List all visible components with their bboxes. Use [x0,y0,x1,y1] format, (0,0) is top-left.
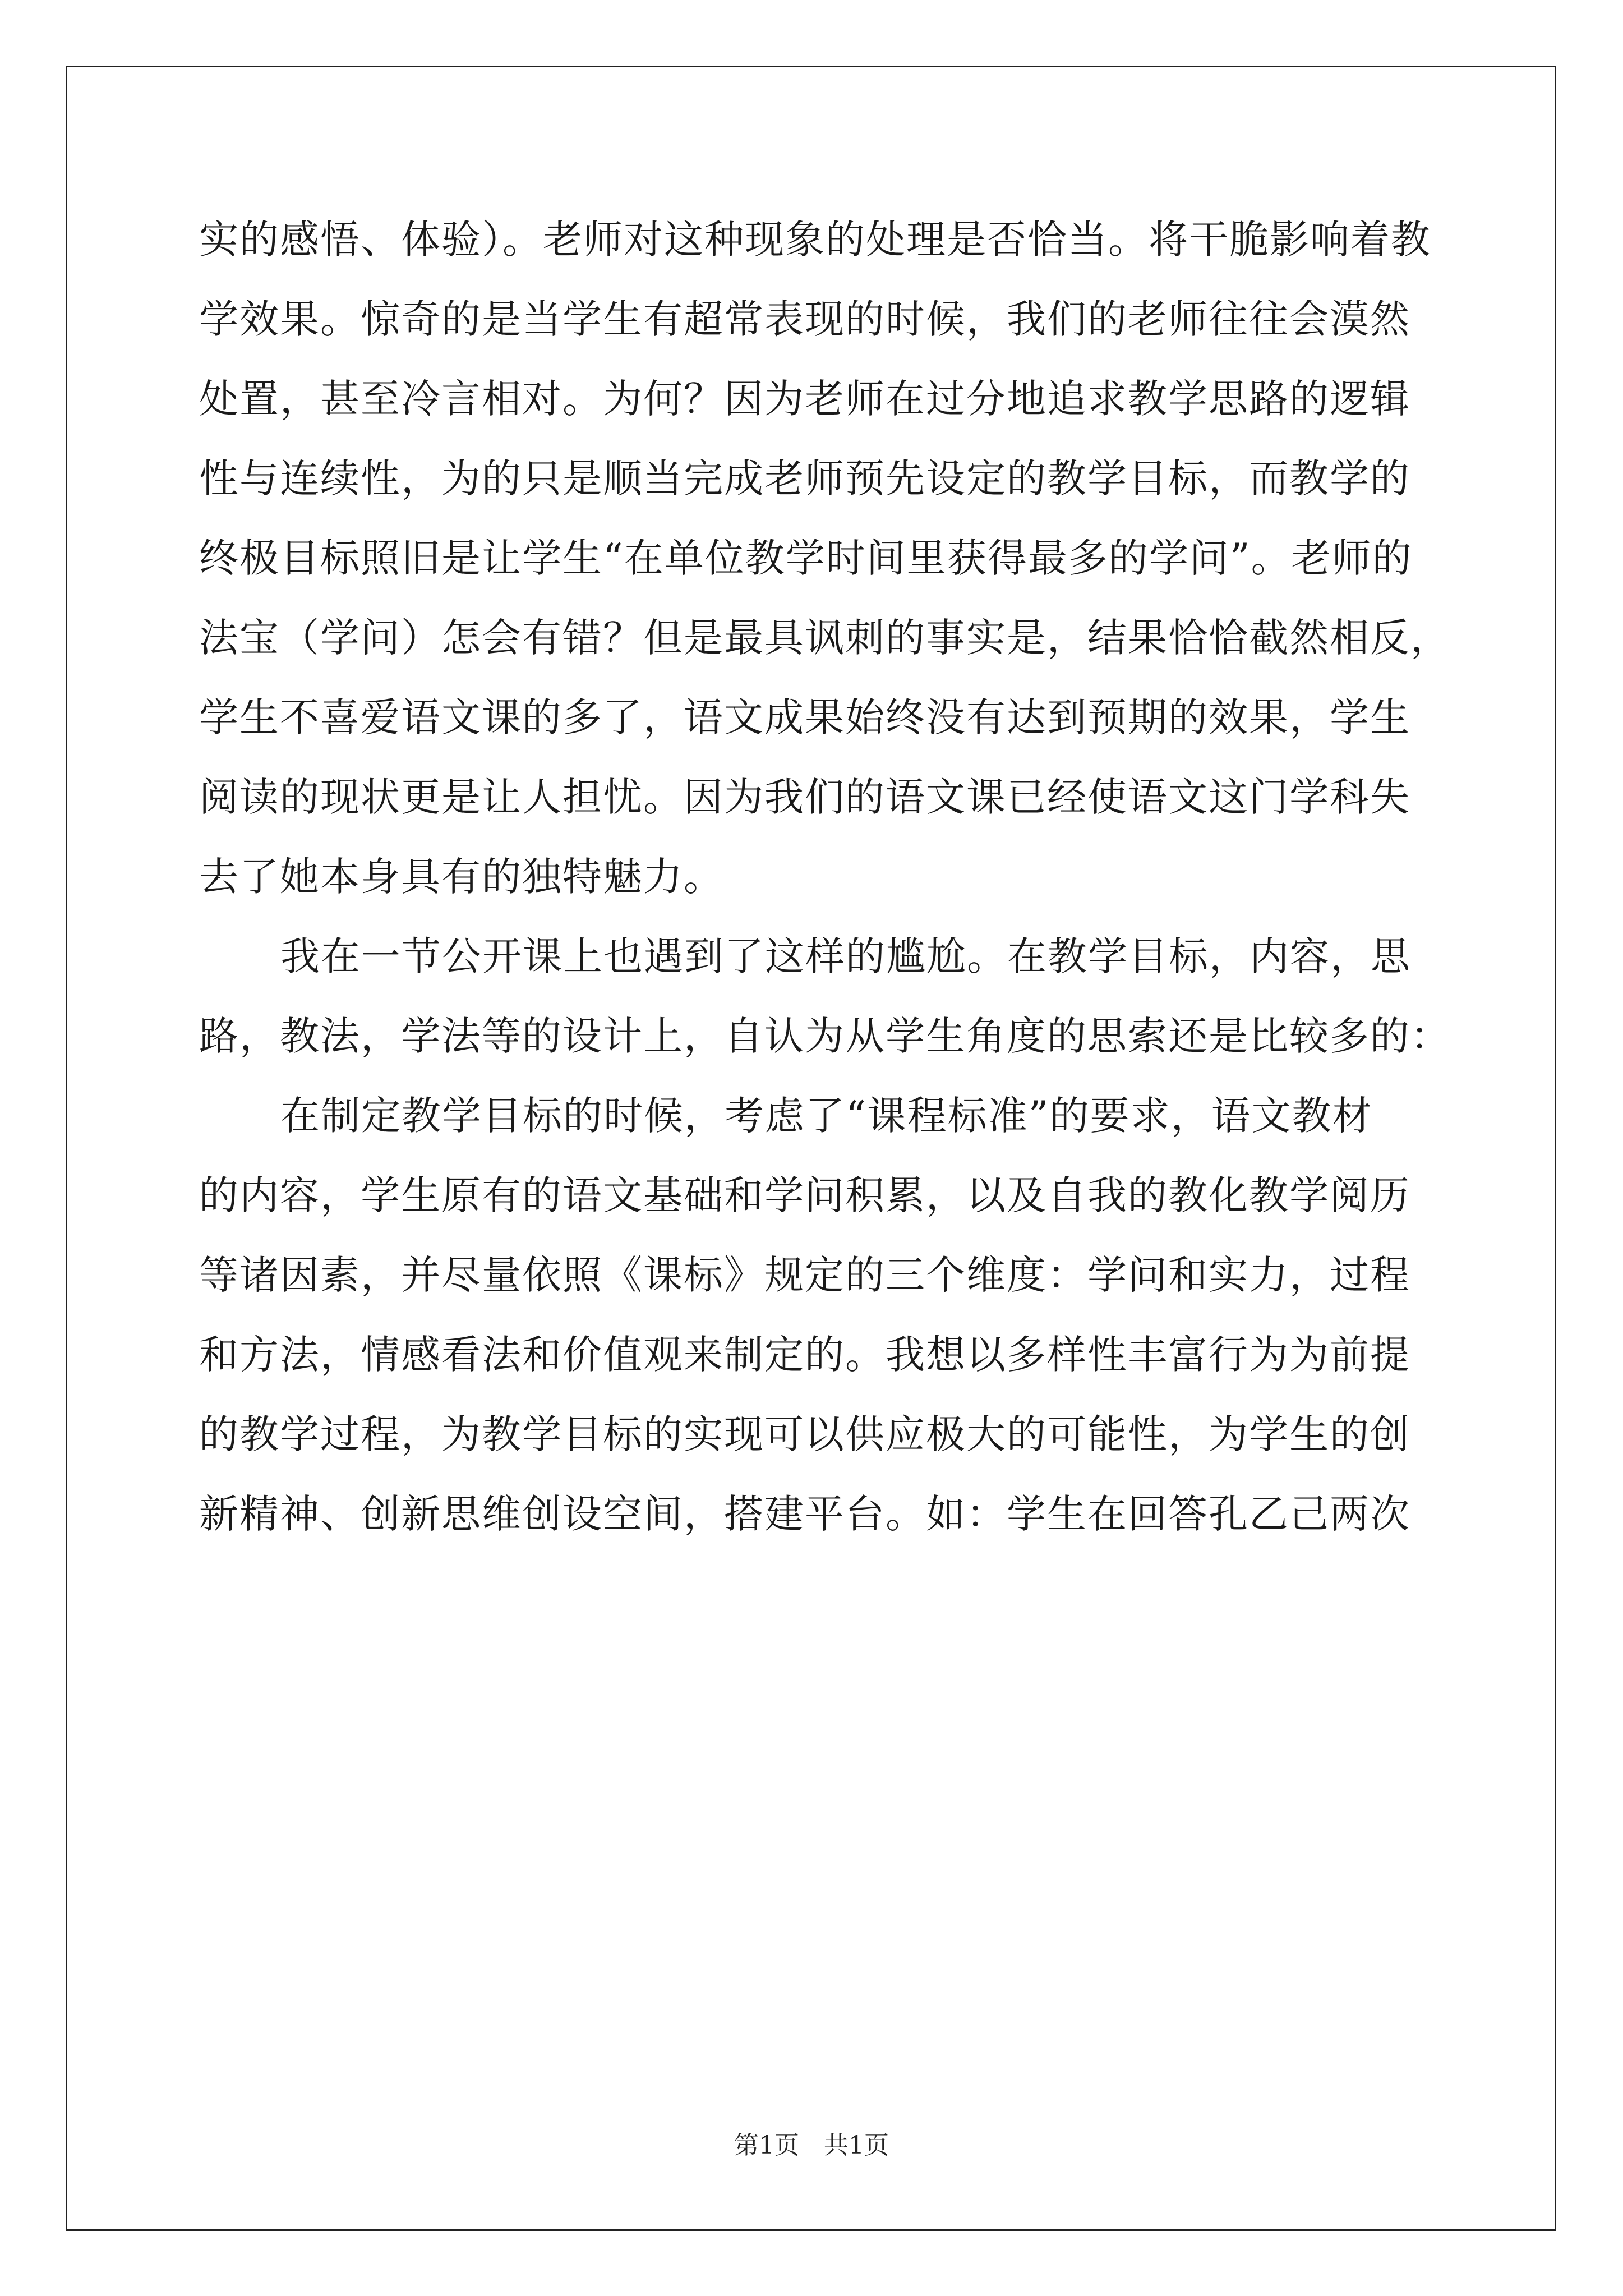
text-line: 路，教法，学法等的设计上，自认为从学生角度的思索还是比较多的： [199,1013,1451,1059]
text-line: 阅读的现状更是让人担忧。因为我们的语文课已经使语文这门学科失 [199,774,1410,820]
page-number-footer: 第1页 共1页 [734,2131,889,2160]
text-line: 的教学过程，为教学目标的实现可以供应极大的可能性，为学生的创 [199,1411,1410,1457]
text-line: 实的感悟、体验）。老师对这种现象的处理是否恰当。将干脆影响着教 [199,217,1431,263]
text-line: 学效果。惊奇的是当学生有超常表现的时候，我们的老师往往会漠然 [199,296,1410,342]
text-line: 终极目标照旧是让学生“在单位教学时间里获得最多的学问”。老师的 [199,535,1413,581]
paragraph-start-line: 在制定教学目标的时候，考虑了“课程标准”的要求，语文教材 [280,1093,1373,1139]
text-line: 新精神、创新思维创设空间，搭建平台。如：学生在回答孔乙己两次 [199,1491,1410,1537]
text-line: 性与连续性，为的只是顺当完成老师预先设定的教学目标，而教学的 [199,455,1410,501]
text-line: 法宝（学问）怎会有错？但是最具讽刺的事实是，结果恰恰截然相反， [199,615,1451,661]
text-line: 去了她本身具有的独特魅力。 [199,854,724,900]
text-line: 等诸因素，并尽量依照《课标》规定的三个维度：学问和实力，过程 [199,1252,1410,1298]
text-line: 和方法，情感看法和价值观来制定的。我想以多样性丰富行为为前提 [199,1332,1410,1378]
text-line: 学生不喜爱语文课的多了，语文成果始终没有达到预期的效果，学生 [199,694,1410,740]
text-line: 的内容，学生原有的语文基础和学问积累，以及自我的教化教学阅历 [199,1172,1410,1218]
paragraph-start-line: 我在一节公开课上也遇到了这样的尴尬。在教学目标，内容，思 [280,933,1411,979]
text-line: 处置，甚至冷言相对。为何？因为老师在过分地追求教学思路的逻辑 [199,376,1410,422]
